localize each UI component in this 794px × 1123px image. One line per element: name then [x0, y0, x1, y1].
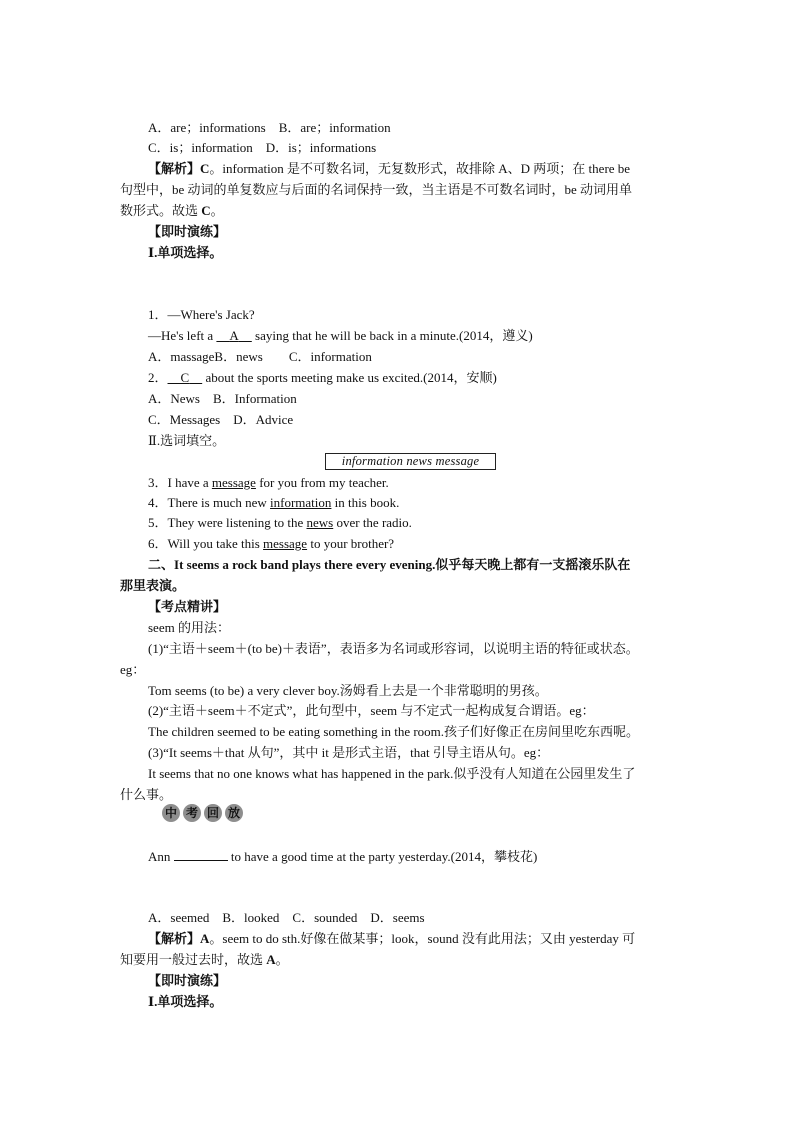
- practice-title: 【即时演练】: [148, 224, 227, 239]
- fill-q5-answer: news: [306, 515, 334, 530]
- q2-text: 2．: [148, 370, 168, 385]
- fill-q4: 4．There is much new information in this book.: [148, 495, 400, 510]
- q1-answer-blank: A: [229, 328, 239, 343]
- q1-options: A．massageB．news C．information: [148, 349, 372, 364]
- part1-title-2: Ⅰ.单项选择。: [148, 994, 223, 1009]
- fill-q4-answer: information: [270, 495, 332, 510]
- fill-q5: 5．They were listening to the news over the radio.: [148, 515, 412, 530]
- usage-3-example-cont: 什么事。: [120, 787, 173, 802]
- usage-3-example: It seems that no one knows what has happened in the park.似乎没有人知道在公园里发生了: [148, 766, 636, 781]
- fill-q3: 3．I have a message for you from my teacher.: [148, 475, 389, 490]
- analysis2-line-2: 知要用一般过去时，故选 A。: [120, 952, 289, 967]
- q2-answer-blank: C: [180, 370, 190, 385]
- fill-q3-answer: message: [211, 475, 256, 490]
- analysis-text: 。information 是不可数名词，无复数形式，故排除 A、D 两项；在 there be: [209, 161, 631, 176]
- badge-char: 回: [204, 804, 222, 822]
- q1-text: —He's left a: [148, 328, 217, 343]
- analysis-answer: C: [201, 203, 211, 218]
- badge-char: 放: [225, 804, 243, 822]
- q1-line-1: 1．—Where's Jack?: [148, 307, 255, 322]
- usage-1: (1)“主语＋seem＋(to be)＋表语”，表语多为名词或形容词，以说明主语的特征或状态。: [148, 641, 639, 656]
- section2-title: 二、It seems a rock band plays there every evening.似乎每天晚上都有一支摇滚乐队在: [148, 557, 631, 572]
- analysis2-line-1: 【解析】A。seem to do sth.好像在做某事；look，sound 没有此用法；又由 yesterday 可: [148, 931, 636, 946]
- analysis-text: 数形式。故选: [120, 203, 202, 218]
- word-box: information news message: [325, 453, 496, 470]
- q2-options-cd: C．Messages D．Advice: [148, 412, 294, 427]
- usage-1-example: Tom seems (to be) a very clever boy.汤姆看上去是一个非常聪明的男孩。: [148, 683, 548, 698]
- badge-char: 中: [162, 804, 180, 822]
- q1-line-2: [148, 327, 533, 344]
- usage-1-eg: eg：: [120, 662, 146, 677]
- section2-title-cont: 那里表演。: [120, 578, 186, 593]
- part2-title: Ⅱ.选词填空。: [148, 433, 226, 448]
- analysis-line-3: [120, 202, 224, 219]
- fill-q6: 6．Will you take this message to your brother?: [148, 536, 395, 551]
- analysis-text: 。: [210, 203, 224, 218]
- exam-options: A．seemed B．looked C．sounded D．seems: [148, 910, 425, 925]
- analysis-answer: C: [200, 161, 210, 176]
- usage-2: (2)“主语＋seem＋不定式”，此句型中，seem 与不定式一起构成复合谓语。eg：: [148, 703, 595, 718]
- analysis-line-1: [148, 160, 630, 177]
- analysis-line-2: 句型中，be 动词的单复数应与后面的名词保持一致，当主语是不可数名词时，be 动词用单: [120, 182, 633, 197]
- options-cd: C．is；information D．is；informations: [148, 140, 377, 155]
- usage-3: (3)“It seems＋that 从句”，其中 it 是形式主语，that 引导主语从句。eg：: [148, 745, 550, 760]
- exam-review-badge: [162, 804, 243, 822]
- fill-q6-answer: message: [263, 536, 308, 551]
- analysis-tag: 【解析】: [148, 161, 201, 176]
- exam-question: Ann to have a good time at the party yesterday.(2014，攀枝花): [148, 849, 538, 864]
- q2-options-ab: A．News B．Information: [148, 391, 297, 406]
- practice-title-2: 【即时演练】: [148, 973, 227, 988]
- part1-title: Ⅰ.单项选择。: [148, 245, 223, 260]
- q1-text: saying that he will be back in a minute.(2014，遵义): [251, 328, 533, 343]
- seem-usage: seem 的用法：: [148, 620, 230, 635]
- q2-text: about the sports meeting make us excited.(2014，安顺): [202, 370, 497, 385]
- answer-blank: [174, 848, 228, 861]
- kaodian-title: 【考点精讲】: [148, 599, 227, 614]
- badge-char: 考: [183, 804, 201, 822]
- options-ab: A．are；informations B．are；information: [148, 120, 391, 135]
- q2-line-1: [148, 369, 497, 386]
- usage-2-example: The children seemed to be eating something in the room.孩子们好像正在房间里吃东西呢。: [148, 724, 640, 739]
